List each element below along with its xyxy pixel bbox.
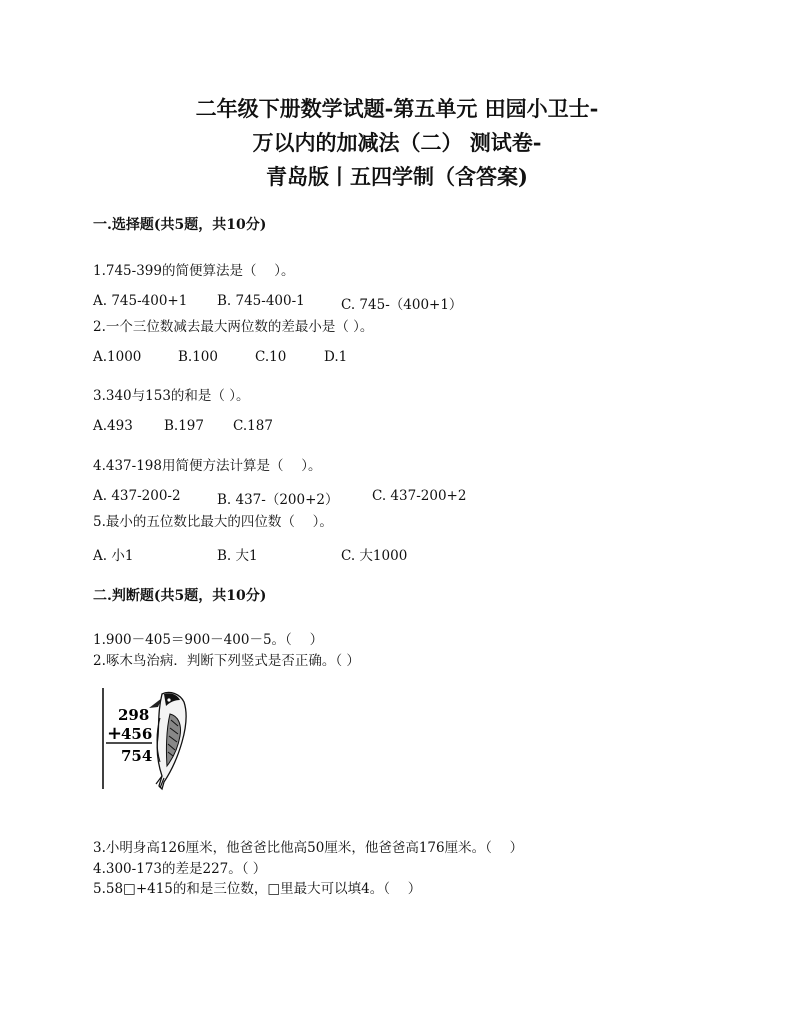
option-1-4-b: B. 437-（200+2） <box>217 492 339 508</box>
option-1-3-b: B.197 <box>164 418 204 434</box>
option-1-4-a: A. 437-200-2 <box>93 488 181 504</box>
sum-result: 754 <box>121 747 153 765</box>
option-1-4-c: C. 437-200+2 <box>372 488 467 504</box>
question-2-2: 2.啄木鸟治病．判断下列竖式是否正确。（ ） <box>93 653 360 669</box>
option-1-2-b: B.100 <box>178 349 218 365</box>
option-1-3-c: C.187 <box>233 418 273 434</box>
option-1-3-a: A.493 <box>93 418 133 434</box>
question-1-4: 4.437-198用简便方法计算是（ ）。 <box>93 458 322 474</box>
option-1-5-c: C. 大1000 <box>341 548 408 564</box>
option-1-2-a: A.1000 <box>93 349 142 365</box>
option-1-1-c: C. 745-（400+1） <box>341 297 463 313</box>
question-1-5: 5.最小的五位数比最大的四位数（ ）。 <box>93 514 333 530</box>
question-2-4: 4.300-173的差是227。（ ） <box>93 861 267 877</box>
question-2-3: 3.小明身高126厘米，他爸爸比他高50厘米，他爸爸高176厘米。（ ） <box>93 840 524 856</box>
plus-sign: + <box>107 723 123 744</box>
question-2-5: 5.58□+415的和是三位数，□里最大可以填4。（ ） <box>93 881 422 897</box>
addend-1: 298 <box>118 706 150 724</box>
question-1-2: 2.一个三位数减去最大两位数的差最小是（ ）。 <box>93 319 374 335</box>
question-2-1: 1.900－405＝900－400－5。（ ） <box>93 632 324 648</box>
option-1-1-b: B. 745-400-1 <box>217 293 305 309</box>
woodpecker-vertical-addition-figure <box>100 688 200 792</box>
woodpecker-icon <box>100 688 200 792</box>
question-1-1: 1.745-399的简便算法是（ ）。 <box>93 263 295 279</box>
option-1-1-a: A. 745-400+1 <box>93 293 188 309</box>
title-line-2: 万以内的加减法（二） 测试卷- <box>252 130 542 155</box>
question-1-3: 3.340与153的和是（ ）。 <box>93 388 250 404</box>
option-1-2-d: D.1 <box>324 349 348 365</box>
option-1-5-b: B. 大1 <box>217 548 258 564</box>
title-line-1: 二年级下册数学试题-第五单元 田园小卫士- <box>195 96 599 121</box>
title-line-3: 青岛版丨五四学制（含答案) <box>266 164 528 189</box>
addend-2: 456 <box>121 725 153 743</box>
option-1-2-c: C.10 <box>255 349 287 365</box>
section-heading-judge: 二.判断题(共5题，共10分) <box>93 588 267 604</box>
section-heading-choice: 一.选择题(共5题，共10分) <box>93 217 267 233</box>
option-1-5-a: A. 小1 <box>93 548 134 564</box>
